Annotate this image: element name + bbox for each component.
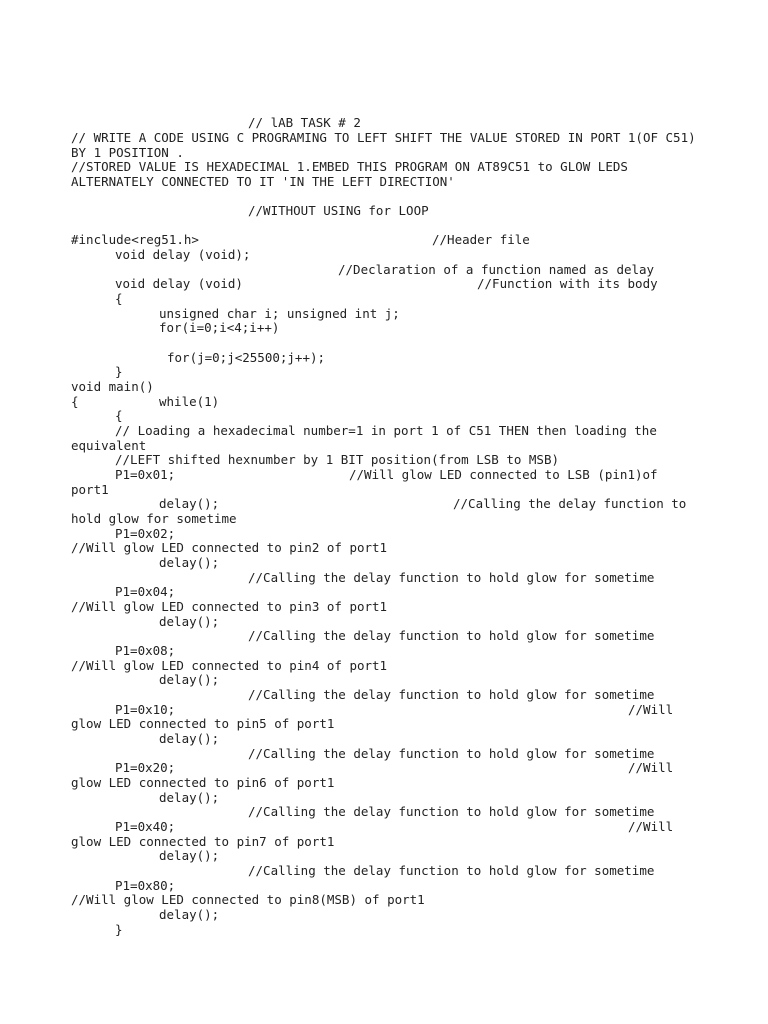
text-line: void main()	[71, 379, 154, 394]
text-line: //Calling the delay function to hold glow for sometime	[248, 804, 655, 819]
text-line: glow LED connected to pin6 of port1	[71, 775, 335, 790]
text-line: void delay (void)	[115, 276, 243, 291]
text-line: delay();	[159, 790, 220, 805]
text-line: glow LED connected to pin7 of port1	[71, 834, 335, 849]
text-line: //Header file	[432, 232, 530, 247]
text-line: //Will glow LED connected to pin8(MSB) of port1	[71, 892, 425, 907]
text-line: delay();	[159, 731, 220, 746]
text-line: {	[71, 394, 79, 409]
text-line: hold glow for sometime	[71, 511, 237, 526]
text-line: //LEFT shifted hexnumber by 1 BIT position(from LSB to MSB)	[115, 452, 560, 467]
text-line: for(j=0;j<25500;j++);	[167, 350, 326, 365]
text-line: delay();	[159, 907, 220, 922]
text-line: //Calling the delay function to hold glow for sometime	[248, 570, 655, 585]
text-line: //Calling the delay function to hold glow for sometime	[248, 628, 655, 643]
text-line: P1=0x01;	[115, 467, 176, 482]
text-line: delay();	[159, 848, 220, 863]
text-line: //Will	[628, 760, 674, 775]
text-line: {	[115, 408, 123, 423]
text-line: //Will	[628, 819, 674, 834]
text-line: //Will glow LED connected to pin3 of port1	[71, 599, 388, 614]
text-line: #include<reg51.h>	[71, 232, 199, 247]
text-line: P1=0x08;	[115, 643, 176, 658]
text-line: P1=0x10;	[115, 702, 176, 717]
text-line: //Calling the delay function to	[453, 496, 687, 511]
text-line: //Will glow LED connected to LSB (pin1)of	[349, 467, 658, 482]
text-line: equivalent	[71, 438, 147, 453]
text-line: void delay (void);	[115, 247, 251, 262]
text-line: glow LED connected to pin5 of port1	[71, 716, 335, 731]
text-line: delay();	[159, 672, 220, 687]
text-line: BY 1 POSITION .	[71, 145, 184, 160]
text-line: P1=0x02;	[115, 526, 176, 541]
text-line: // WRITE A CODE USING C PROGRAMING TO LEFT SHIFT THE VALUE STORED IN PORT 1(OF C51)	[71, 130, 696, 145]
text-line: // Loading a hexadecimal number=1 in port 1 of C51 THEN then loading the	[115, 423, 657, 438]
text-line: //Will	[628, 702, 674, 717]
text-line: while(1)	[159, 394, 220, 409]
text-line: }	[115, 364, 123, 379]
text-line: delay();	[159, 555, 220, 570]
text-line: //Calling the delay function to hold glow for sometime	[248, 746, 655, 761]
text-line: //Calling the delay function to hold glow for sometime	[248, 687, 655, 702]
text-line: //Function with its body	[477, 276, 658, 291]
text-line: delay();	[159, 496, 220, 511]
text-line: }	[115, 922, 123, 937]
text-line: //Declaration of a function named as delay	[338, 262, 655, 277]
text-line: //Will glow LED connected to pin2 of port1	[71, 540, 388, 555]
text-line: P1=0x40;	[115, 819, 176, 834]
text-line: for(i=0;i<4;i++)	[159, 320, 280, 335]
text-line: // lAB TASK # 2	[248, 115, 361, 130]
text-line: //Calling the delay function to hold glow for sometime	[248, 863, 655, 878]
text-line: ALTERNATELY CONNECTED TO IT 'IN THE LEFT DIRECTION'	[71, 174, 455, 189]
text-line: unsigned char i; unsigned int j;	[159, 306, 400, 321]
text-line: //STORED VALUE IS HEXADECIMAL 1.EMBED THIS PROGRAM ON AT89C51 to GLOW LEDS	[71, 159, 628, 174]
text-line: P1=0x04;	[115, 584, 176, 599]
text-line: delay();	[159, 614, 220, 629]
text-line: P1=0x80;	[115, 878, 176, 893]
text-line: P1=0x20;	[115, 760, 176, 775]
text-line: {	[115, 291, 123, 306]
text-line: //Will glow LED connected to pin4 of port1	[71, 658, 388, 673]
text-line: port1	[71, 482, 109, 497]
text-line: //WITHOUT USING for LOOP	[248, 203, 429, 218]
